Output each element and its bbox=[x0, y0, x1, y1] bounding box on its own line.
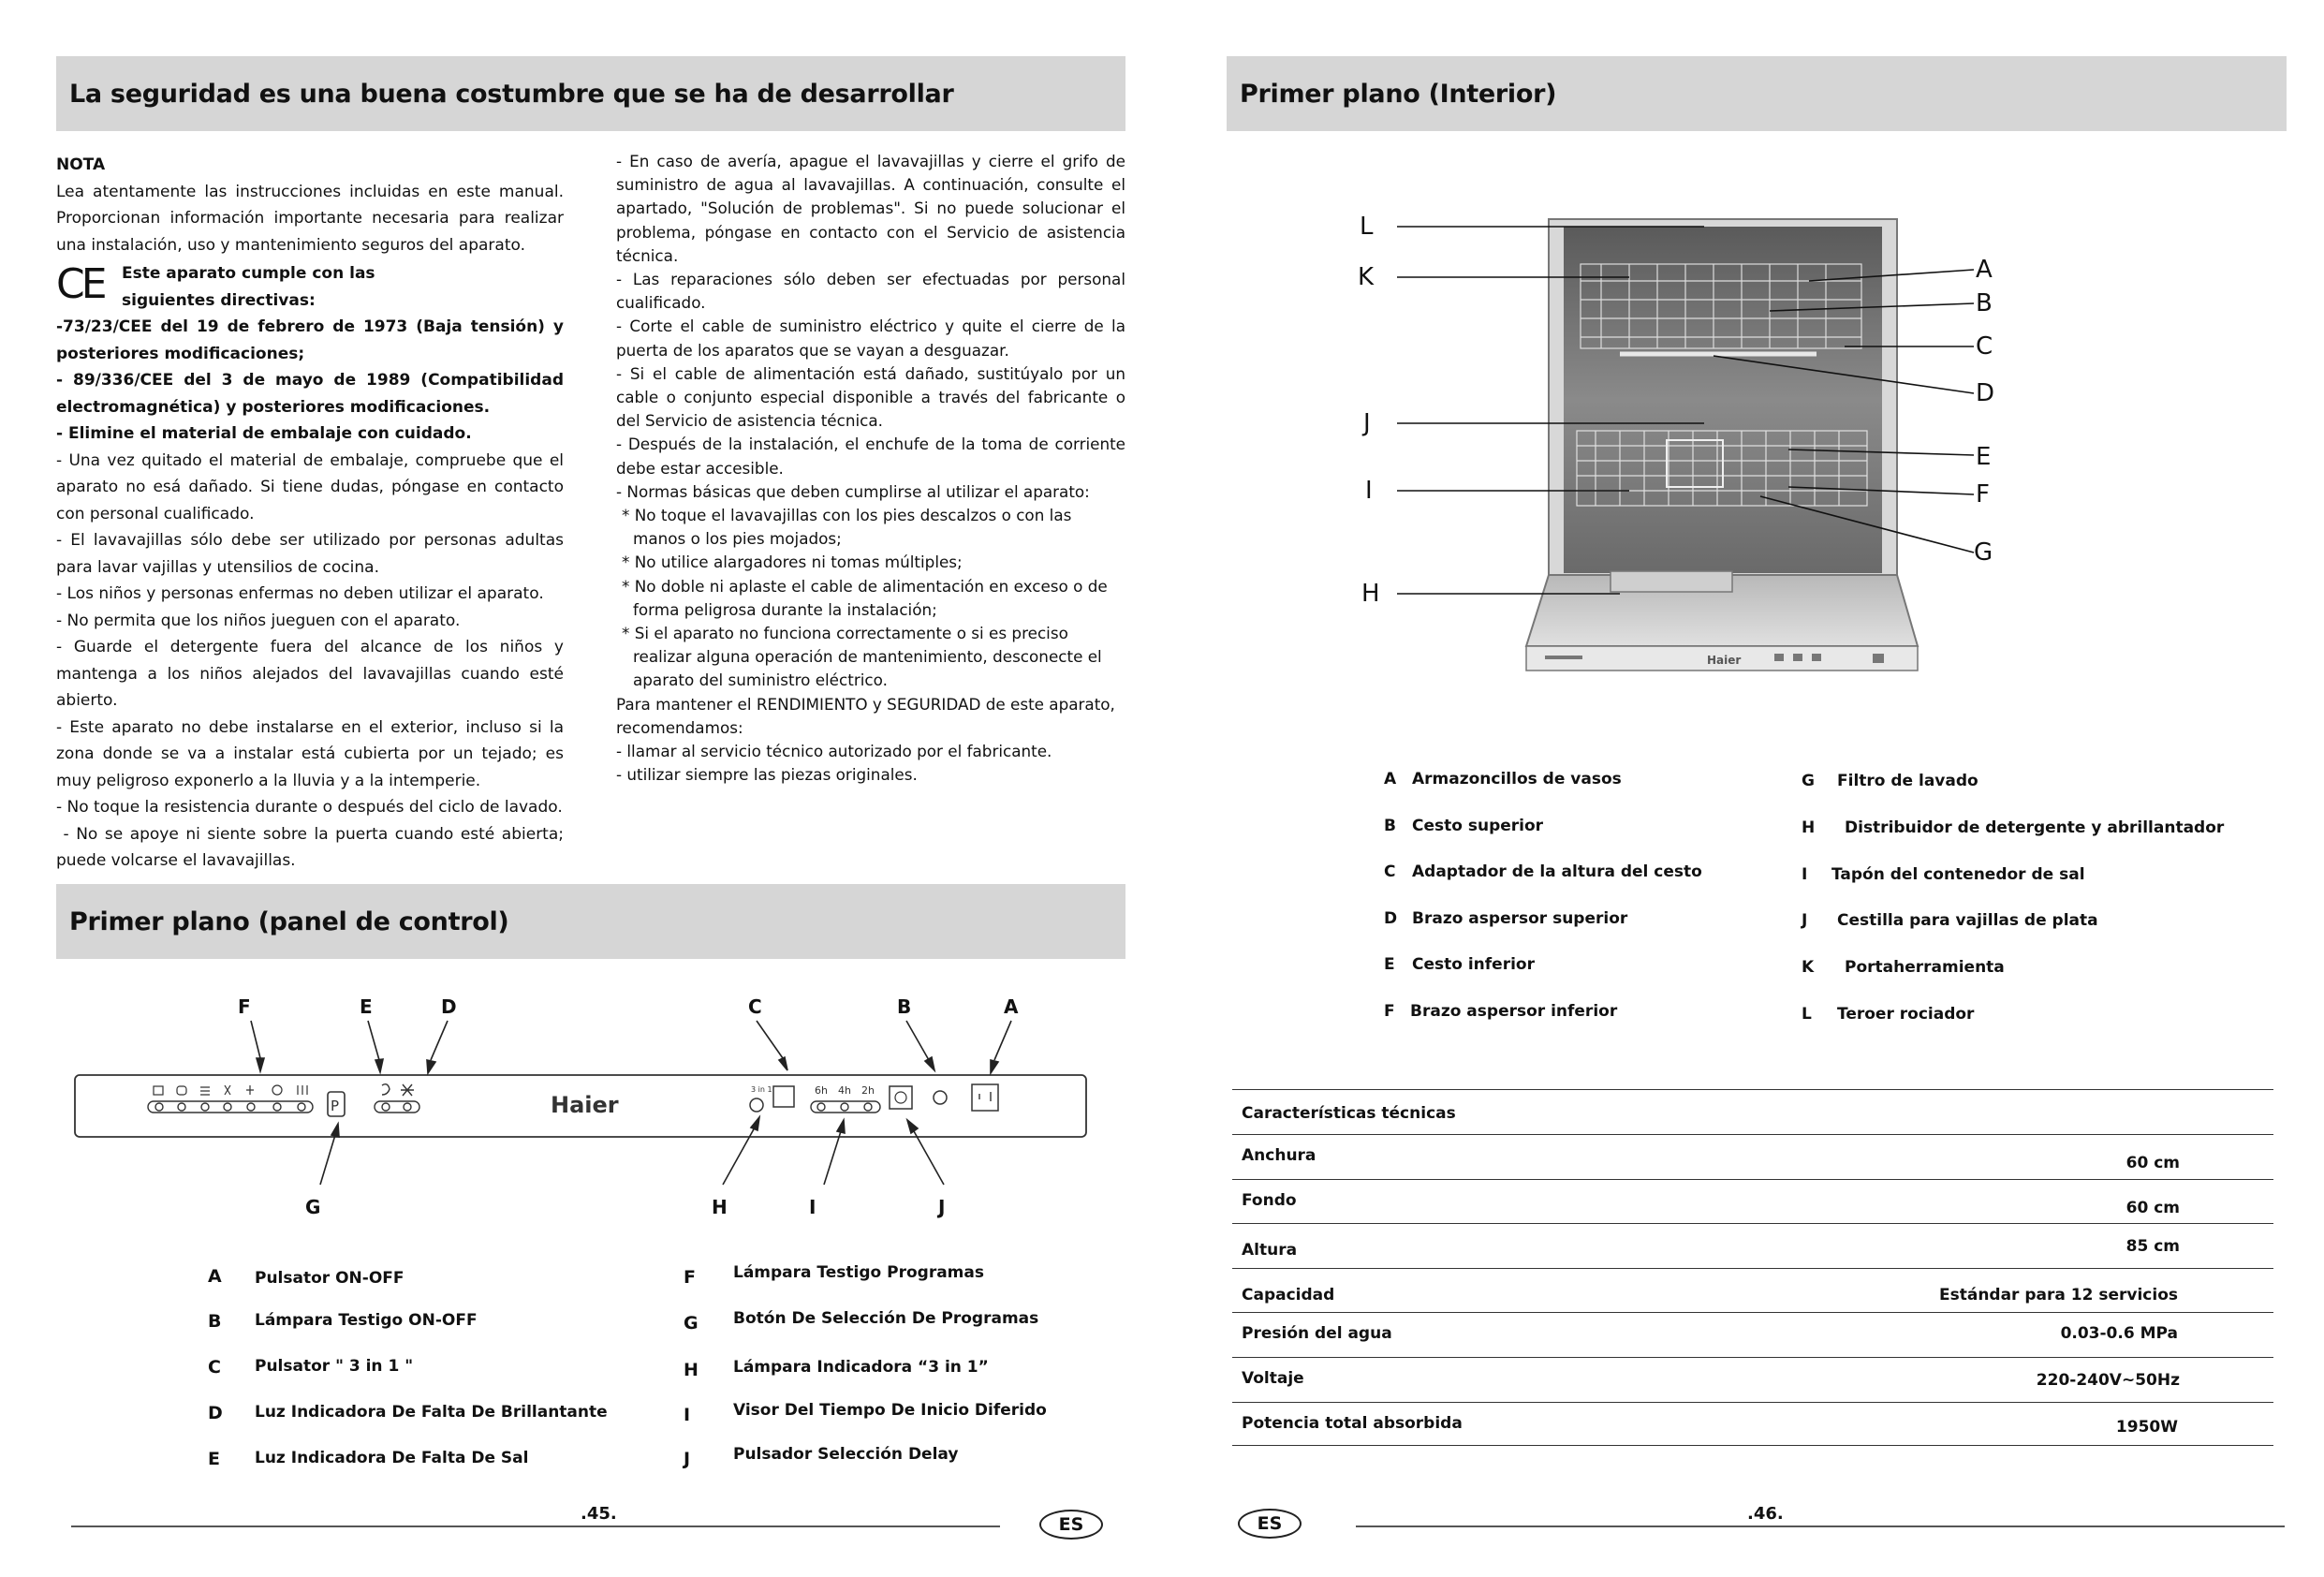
closing-item: - utilizar siempre las piezas originales. bbox=[616, 765, 918, 785]
safety-item: - Guarde el detergente fuera del alcance de los niños y mantenga a los niños alejados del lavavajillas cuando esté abierto. bbox=[56, 638, 564, 710]
callout-letter: H bbox=[712, 1196, 728, 1218]
legend-letter: F bbox=[1384, 1002, 1395, 1021]
on-off-lamp bbox=[934, 1091, 947, 1104]
legend-label: Visor Del Tiempo De Inicio Diferido bbox=[733, 1401, 1047, 1420]
callout-letter: C bbox=[748, 995, 762, 1018]
legend-label: Filtro de lavado bbox=[1837, 772, 1978, 790]
nota-heading: NOTA bbox=[56, 155, 106, 174]
spec-row bbox=[1232, 1223, 2273, 1268]
interior-brand: Haier bbox=[1707, 654, 1742, 667]
legend-label: Luz Indicadora De Falta De Brillantante bbox=[255, 1403, 608, 1422]
spec-row bbox=[1232, 1402, 2273, 1447]
safety-item: - Este aparato no debe instalarse en el exterior, incluso si la zona donde se va a instalar está cubierta por un tejado; es muy peligroso exponerlo a la lluvia y a la intemperie. bbox=[56, 717, 564, 790]
ce-block bbox=[56, 260, 564, 314]
closing-item: - llamar al servicio técnico autorizado por el fabricante. bbox=[616, 742, 1052, 761]
spec-value: 60 cm bbox=[2125, 1198, 2180, 1217]
spec-key: Voltaje bbox=[1242, 1368, 1304, 1388]
legend-letter: D bbox=[208, 1403, 223, 1423]
legend-letter: J bbox=[684, 1449, 691, 1469]
specs-table bbox=[1232, 1089, 2273, 1446]
legend-label: Luz Indicadora De Falta De Sal bbox=[255, 1449, 529, 1467]
safety-item: - Corte el cable de suministro eléctrico y quite el cierre de la puerta de los aparatos que se vayan a desguazar. bbox=[616, 317, 1125, 360]
interior-letter: A bbox=[1976, 256, 1993, 284]
callout-letter: B bbox=[897, 995, 912, 1018]
legend-label: Pulsator " 3 in 1 " bbox=[255, 1357, 414, 1376]
legend-letter: B bbox=[208, 1311, 222, 1332]
spec-value: 1950W bbox=[2115, 1417, 2178, 1437]
interior-diagram bbox=[1348, 206, 2060, 702]
legend-letter: I bbox=[1802, 865, 1808, 884]
directive-1: -73/23/CEE del 19 de febrero de 1973 (Baja tensión) y posteriores modificaciones; bbox=[56, 317, 564, 363]
interior-letter: K bbox=[1358, 263, 1375, 291]
delay-button bbox=[890, 1086, 912, 1109]
safety-item: - Después de la instalación, el enchufe de la toma de corriente debe estar accesible. bbox=[616, 435, 1125, 478]
language-badge: ES bbox=[1039, 1510, 1103, 1540]
legend-letter: H bbox=[1802, 818, 1816, 837]
legend-letter: A bbox=[1384, 770, 1397, 788]
legend-label: Lámpara Testigo ON-OFF bbox=[255, 1311, 478, 1330]
svg-text:P: P bbox=[331, 1098, 340, 1114]
spec-value: 220-240V~50Hz bbox=[2036, 1370, 2180, 1390]
spec-row bbox=[1232, 1357, 2273, 1402]
footer-rule bbox=[1356, 1525, 2285, 1527]
legend-label: Tapón del contenedor de sal bbox=[1831, 865, 2085, 884]
on-off-button bbox=[972, 1084, 998, 1111]
legend-letter: L bbox=[1802, 1005, 1812, 1024]
callout-letter: A bbox=[1004, 995, 1019, 1018]
panel-brand: Haier bbox=[551, 1092, 619, 1118]
legend-letter: G bbox=[1802, 772, 1815, 790]
interior-legend-left bbox=[1384, 770, 1777, 1032]
interior-letter: C bbox=[1976, 332, 1993, 361]
program-lamps bbox=[148, 1101, 313, 1113]
spec-value: Estándar para 12 servicios bbox=[1938, 1285, 2178, 1304]
safety-column-1 bbox=[56, 152, 569, 875]
safety-column-2 bbox=[616, 150, 1125, 787]
safety-item: - Si el cable de alimentación está dañado, sustitúyalo por un cable o conjunto especial disponible a través del fabricante o del Servicio de asistencia técnica. bbox=[616, 363, 1125, 431]
control-panel-title: Primer plano (panel de control) bbox=[69, 906, 509, 936]
nota-text: Lea atentamente las instrucciones incluidas en este manual. Proporcionan información importante necesaria para realizar una instalación, uso y mantenimiento seguros del aparato. bbox=[56, 182, 564, 255]
control-panel-diagram bbox=[56, 993, 1125, 1236]
safety-item: - Una vez quitado el material de embalaje, compruebe que el aparato no esá dañado. Si tiene dudas, póngase en contacto con personal cualificado. bbox=[56, 450, 564, 523]
callout-letter: J bbox=[938, 1196, 946, 1218]
interior-title: Primer plano (Interior) bbox=[1240, 79, 1557, 109]
legend-label: Brazo aspersor superior bbox=[1412, 909, 1628, 928]
safety-banner bbox=[56, 56, 1125, 131]
footer-rule bbox=[71, 1525, 1000, 1527]
safety-item: - No se apoye ni siente sobre la puerta cuando esté abierta; puede volcarse el lavavajillas. bbox=[56, 824, 569, 870]
legend-label: Cestilla para vajillas de plata bbox=[1837, 911, 2098, 930]
detergent-dispenser bbox=[1611, 571, 1732, 592]
interior-letter: J bbox=[1363, 409, 1371, 437]
legend-label: Pulsador Selección Delay bbox=[733, 1445, 959, 1464]
spec-key: Fondo bbox=[1242, 1190, 1297, 1210]
legend-label: Portaherramienta bbox=[1845, 958, 2005, 977]
interior-letter: H bbox=[1361, 580, 1380, 608]
interior-letter: L bbox=[1360, 213, 1374, 241]
delay-label: 4h bbox=[838, 1084, 851, 1097]
delay-lamps bbox=[811, 1101, 880, 1113]
legend-label: Lámpara Testigo Programas bbox=[733, 1263, 984, 1282]
ce-mark-icon: CE bbox=[56, 260, 104, 308]
specs-title: Características técnicas bbox=[1242, 1104, 1456, 1123]
legend-label: Cesto inferior bbox=[1412, 955, 1535, 974]
directive-2: - 89/336/CEE del 3 de mayo de 1989 (Compatibilidad electromagnética) y posteriores modificaciones. bbox=[56, 371, 564, 417]
legend-label: Distribuidor de detergente y abrillantador bbox=[1845, 818, 2225, 837]
interior-banner bbox=[1227, 56, 2287, 131]
interior-letter: D bbox=[1976, 379, 1995, 407]
legend-letter: E bbox=[1384, 955, 1395, 974]
safety-item: - No permita que los niños jueguen con el aparato. bbox=[56, 611, 461, 630]
legend-letter: A bbox=[208, 1266, 222, 1287]
three-in-one-button bbox=[773, 1086, 794, 1107]
closing-text: Para mantener el RENDIMIENTO y SEGURIDAD de este aparato, recomendamos: bbox=[616, 694, 1115, 737]
usage-rule: * Si el aparato no funciona correctamente o si es preciso realizar alguna operación de mantenimiento, desconecte el aparato del suministro eléctrico. bbox=[622, 624, 1102, 690]
spec-key: Capacidad bbox=[1242, 1285, 1335, 1304]
spec-row bbox=[1232, 1179, 2273, 1224]
safety-item: - El lavavajillas sólo debe ser utilizado por personas adultas para lavar vajillas y utensilios de cocina. bbox=[56, 531, 564, 577]
delay-label: 2h bbox=[861, 1084, 875, 1097]
packaging-heading: - Elimine el material de embalaje con cuidado. bbox=[56, 424, 472, 443]
usage-rule: * No doble ni aplaste el cable de alimentación en exceso o de forma peligrosa durante la instalación; bbox=[622, 576, 1108, 619]
spec-key: Presión del agua bbox=[1242, 1324, 1392, 1344]
safety-item: - En caso de avería, apague el lavavajillas y cierre el grifo de suministro de agua al lavavajillas. A continuación, consulte el apartado, "Solución de problemas". Si no puede solucionar el problema, póngase en contacto con el Servicio de asistencia técnica. bbox=[616, 152, 1125, 265]
interior-letter: F bbox=[1976, 480, 1990, 508]
spec-key: Potencia total absorbida bbox=[1242, 1413, 1463, 1433]
three-in-one-lamp bbox=[750, 1098, 763, 1112]
safety-item: - Los niños y personas enfermas no deben utilizar el aparato. bbox=[56, 584, 544, 603]
callout-letter: I bbox=[809, 1196, 816, 1218]
legend-letter: H bbox=[684, 1360, 699, 1380]
delay-label: 6h bbox=[815, 1084, 828, 1097]
legend-label: Brazo aspersor inferior bbox=[1410, 1002, 1618, 1021]
spec-value: 85 cm bbox=[2125, 1237, 2180, 1257]
spec-row bbox=[1232, 1134, 2273, 1179]
spec-row bbox=[1232, 1268, 2273, 1313]
callout-letter: D bbox=[441, 995, 457, 1018]
legend-letter: D bbox=[1384, 909, 1398, 928]
three-in-one-label: 3 in 1 bbox=[751, 1085, 772, 1094]
callout-letter: F bbox=[238, 995, 251, 1018]
ce-text: Este aparato cumple con las siguientes directivas: bbox=[122, 264, 375, 310]
legend-letter: F bbox=[684, 1267, 696, 1288]
legend-letter: B bbox=[1384, 817, 1396, 835]
spec-key: Anchura bbox=[1242, 1146, 1316, 1165]
legend-letter: C bbox=[208, 1357, 221, 1378]
safety-item: - No toque la resistencia durante o después del ciclo de lavado. bbox=[56, 798, 563, 817]
spec-value: 0.03-0.6 MPa bbox=[2060, 1324, 2178, 1344]
panel-legend-right bbox=[684, 1264, 1114, 1470]
safety-item: - Las reparaciones sólo deben ser efectuadas por personal cualificado. bbox=[616, 270, 1125, 313]
spec-row bbox=[1232, 1312, 2273, 1357]
usage-rule: * No utilice alargadores ni tomas múltiples; bbox=[622, 553, 963, 572]
legend-letter: C bbox=[1384, 862, 1396, 881]
spec-value: 60 cm bbox=[2125, 1154, 2180, 1172]
interior-letter: E bbox=[1976, 443, 1992, 471]
control-panel-banner bbox=[56, 884, 1125, 959]
spec-key: Altura bbox=[1242, 1241, 1298, 1260]
legend-letter: G bbox=[684, 1313, 699, 1334]
interior-letter: I bbox=[1365, 477, 1373, 505]
legend-label: Botón De Selección De Programas bbox=[733, 1309, 1039, 1328]
panel-legend-left bbox=[208, 1266, 639, 1472]
callout-letter: E bbox=[360, 995, 373, 1018]
legend-letter: K bbox=[1802, 958, 1815, 977]
legend-letter: I bbox=[684, 1405, 691, 1425]
legend-label: Adaptador de la altura del cesto bbox=[1412, 862, 1702, 881]
language-badge: ES bbox=[1238, 1509, 1302, 1539]
legend-letter: J bbox=[1802, 911, 1808, 930]
callout-letter: G bbox=[305, 1196, 321, 1218]
legend-letter: E bbox=[208, 1449, 220, 1469]
legend-label: Teroer rociador bbox=[1837, 1005, 1975, 1024]
specs-title-row bbox=[1232, 1089, 2273, 1134]
legend-label: Cesto superior bbox=[1412, 817, 1544, 835]
legend-label: Pulsator ON-OFF bbox=[255, 1269, 404, 1288]
legend-label: Lámpara Indicadora “3 in 1” bbox=[733, 1358, 989, 1377]
safety-item: - Normas básicas que deben cumplirse al utilizar el aparato: bbox=[616, 481, 1090, 501]
legend-label: Armazoncillos de vasos bbox=[1412, 770, 1622, 788]
usage-rule: * No toque el lavavajillas con los pies descalzos o con las manos o los pies mojados; bbox=[622, 506, 1072, 549]
interior-letter: G bbox=[1974, 538, 1993, 567]
page-number: .46. bbox=[1747, 1504, 1784, 1524]
safety-title: La seguridad es una buena costumbre que se ha de desarrollar bbox=[69, 79, 954, 109]
interior-legend-right bbox=[1802, 772, 2270, 1034]
page-number: .45. bbox=[581, 1504, 617, 1524]
interior-letter: B bbox=[1976, 289, 1993, 317]
